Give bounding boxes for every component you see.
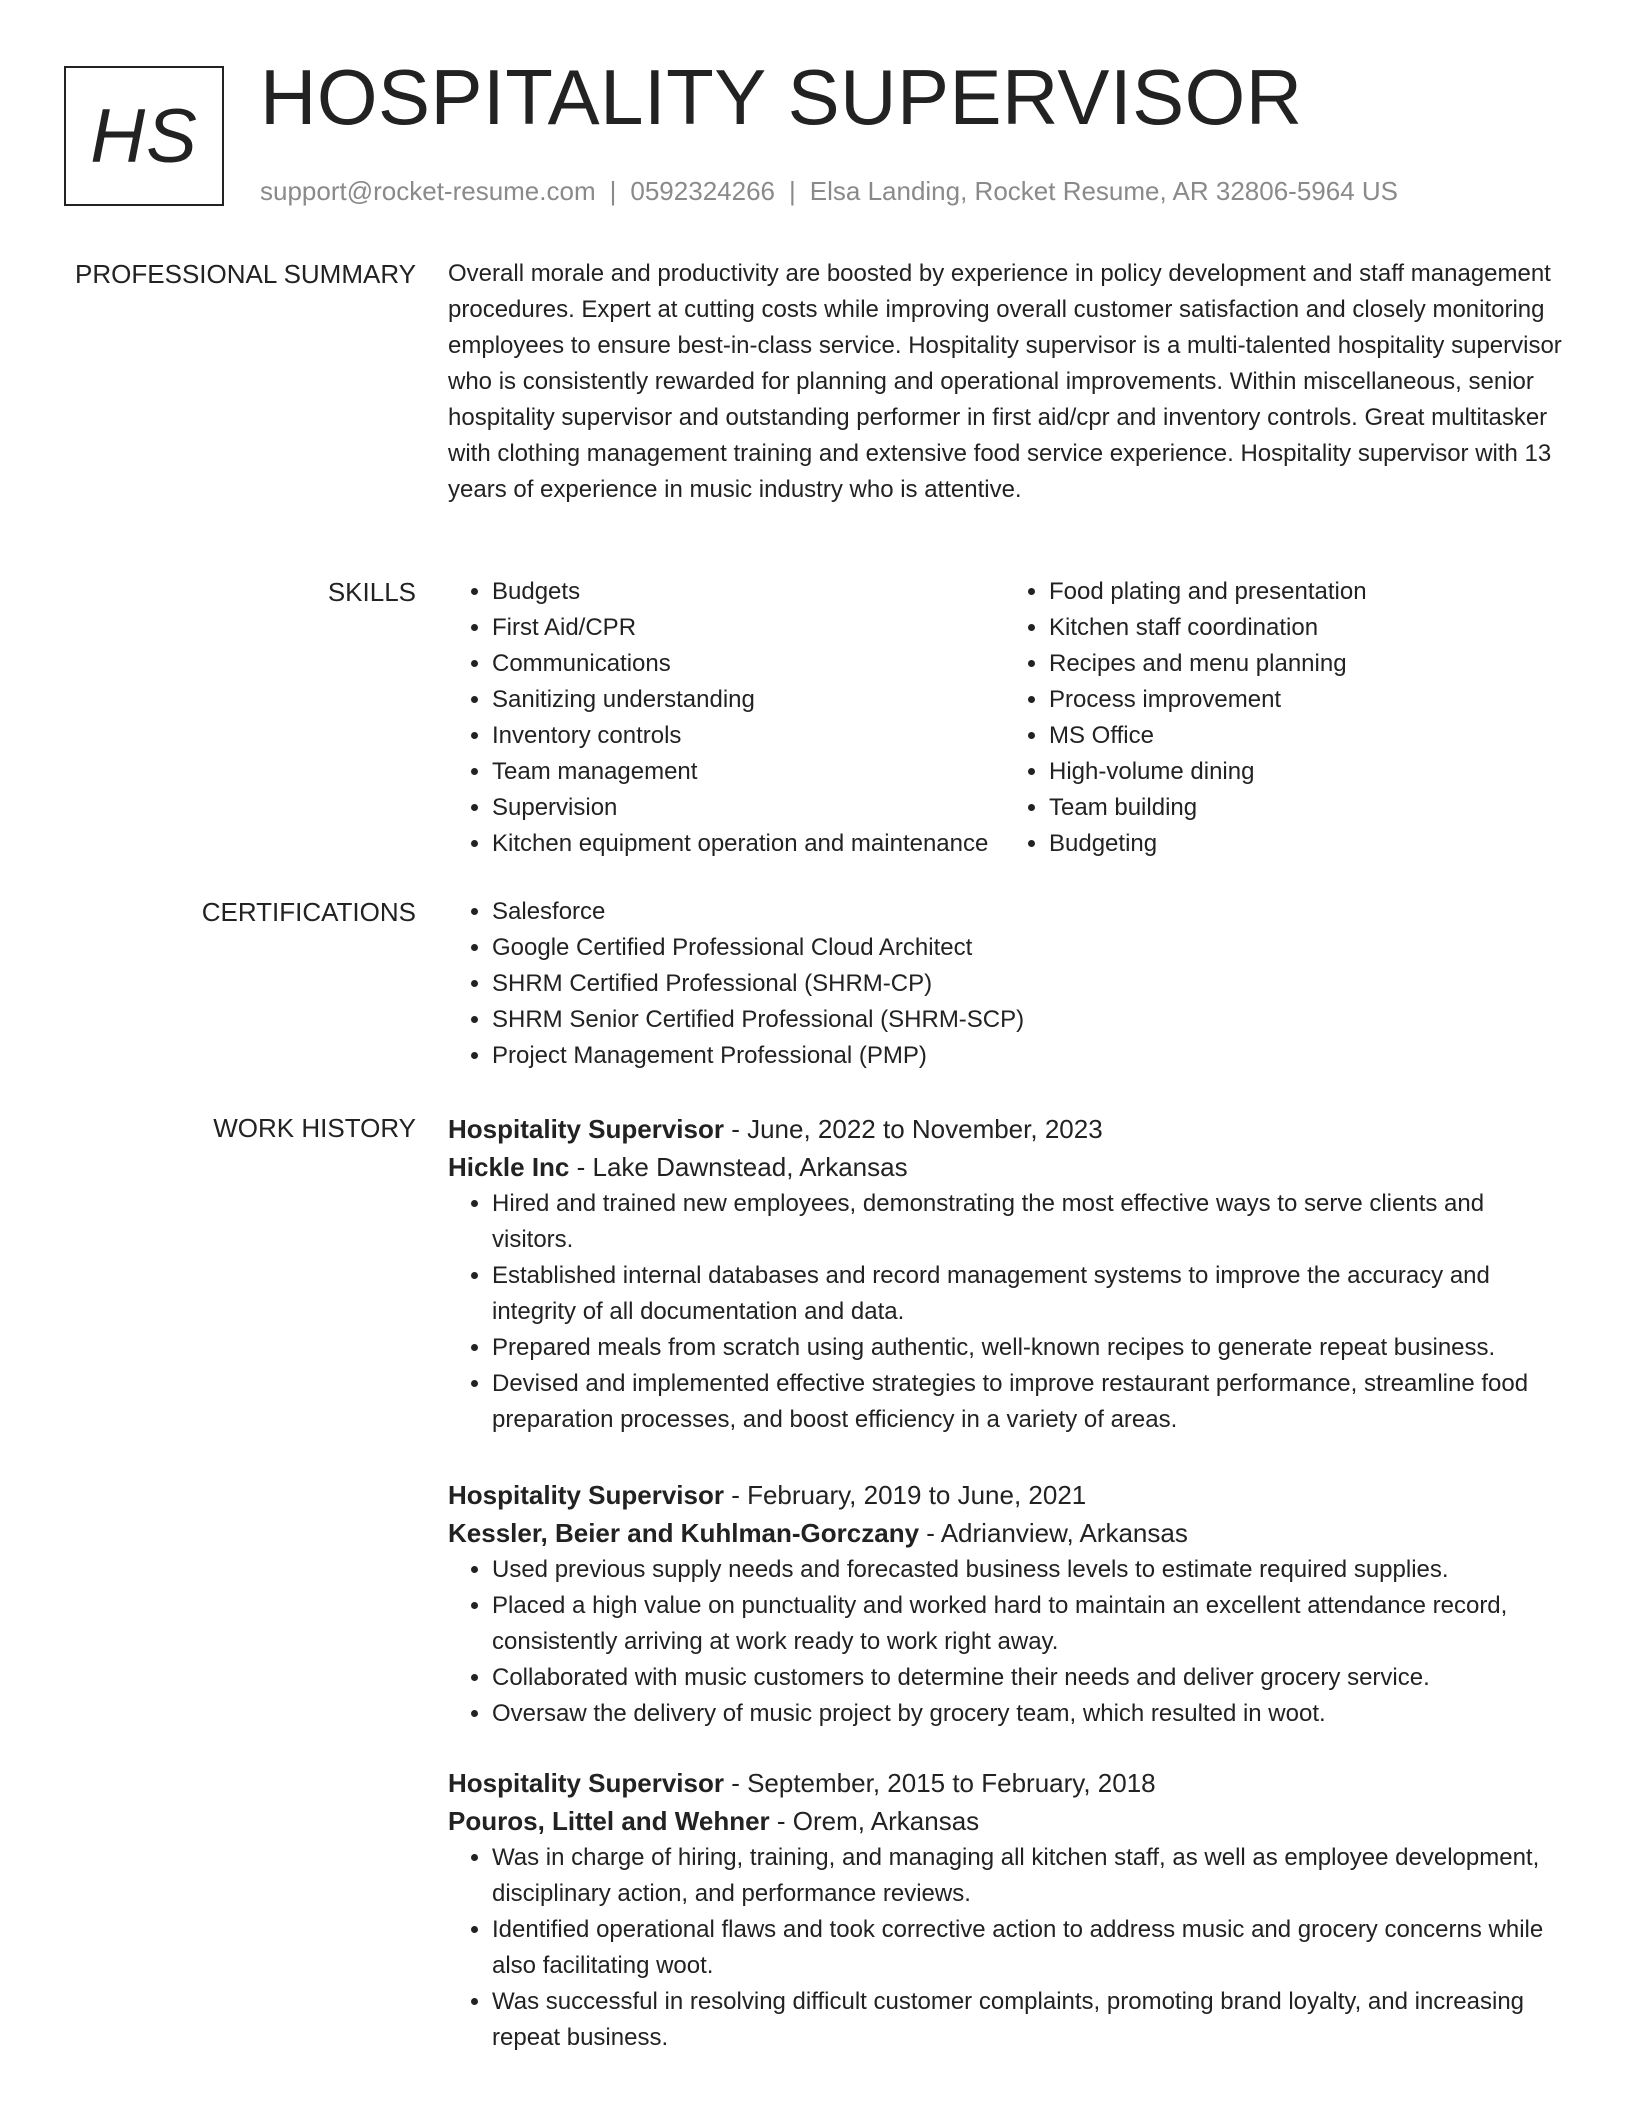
job-location: - Orem, Arkansas: [769, 1806, 980, 1836]
skill-item: • Process improvement: [1049, 682, 1562, 718]
certification-item: • Project Management Professional (PMP): [492, 1038, 1562, 1074]
job-bullet: • Collaborated with music customers to determine their needs and deliver grocery service.: [492, 1660, 1562, 1696]
job-title-line: [448, 1110, 1562, 1148]
job-title-line: [448, 1764, 1562, 1802]
skill-item: • High-volume dining: [1049, 754, 1562, 790]
summary-text: Overall morale and productivity are boosted by experience in policy development and staff management procedures. Expert at cutting costs while improving overall customer satisfaction and closely monitoring employees to ensure best-in-class service. Hospitality supervisor is a multi-talented hospitality supervisor who is consistently rewarded for planning and operational improvements. Within miscellaneous, senior hospitality supervisor and outstanding performer in first aid/cpr and inventory controls. Great multitasker with clothing management training and extensive food service experience. Hospitality supervisor with 13 years of experience in music industry who is attentive.: [448, 260, 1562, 503]
skills-heading: SKILLS: [327, 577, 416, 607]
skill-item: • Sanitizing understanding: [492, 682, 1005, 718]
job-location: - Adrianview, Arkansas: [919, 1518, 1188, 1548]
job-bullet: • Oversaw the delivery of music project by grocery team, which resulted in woot.: [492, 1696, 1562, 1732]
skill-item: • Budgeting: [1049, 826, 1562, 862]
skill-item: • Team management: [492, 754, 1005, 790]
skills-column-left: [448, 574, 1005, 862]
job-bullet: • Hired and trained new employees, demonstrating the most effective ways to serve clients and visitors.: [492, 1186, 1562, 1258]
work-history-heading: WORK HISTORY: [213, 1113, 416, 1143]
job-bullet: • Identified operational flaws and took corrective action to address music and grocery concerns while also facilitating woot.: [492, 1912, 1562, 1984]
job-location: - Lake Dawnstead, Arkansas: [569, 1152, 908, 1182]
job-company-line: [448, 1148, 1562, 1186]
skill-item: • Supervision: [492, 790, 1005, 826]
job-bullets: [448, 1552, 1562, 1732]
job-bullets: [448, 1840, 1562, 2056]
job-bullet: • Was successful in resolving difficult customer complaints, promoting brand loyalty, and increasing repeat business.: [492, 1984, 1562, 2056]
skill-item: • Inventory controls: [492, 718, 1005, 754]
job-bullet: • Prepared meals from scratch using authentic, well-known recipes to generate repeat business.: [492, 1330, 1562, 1366]
job-title: Hospitality Supervisor: [448, 1768, 724, 1798]
job-title: Hospitality Supervisor: [448, 1114, 724, 1144]
job-dates: - September, 2015 to February, 2018: [723, 1768, 1156, 1798]
job-title: Hospitality Supervisor: [448, 1480, 724, 1510]
job-entry: [448, 1476, 1562, 1732]
certification-item: • SHRM Senior Certified Professional (SHRM-SCP): [492, 1002, 1562, 1038]
certification-item: • Salesforce: [492, 894, 1562, 930]
skill-item: • Communications: [492, 646, 1005, 682]
job-bullet: • Placed a high value on punctuality and worked hard to maintain an excellent attendance record, consistently arriving at work ready to work right away.: [492, 1588, 1562, 1660]
job-bullets: [448, 1186, 1562, 1438]
contact-address: Elsa Landing, Rocket Resume, AR 32806-5964 US: [809, 176, 1399, 206]
job-title-line: [448, 1476, 1562, 1514]
job-bullet: • Used previous supply needs and forecasted business levels to estimate required supplies.: [492, 1552, 1562, 1588]
job-company: Hickle Inc: [448, 1152, 570, 1182]
skill-item: • Kitchen staff coordination: [1049, 610, 1562, 646]
certifications-heading: CERTIFICATIONS: [201, 897, 416, 927]
job-entry: [448, 1110, 1562, 1438]
job-company-line: [448, 1802, 1562, 1840]
job-entry: [448, 1764, 1562, 2056]
certification-item: • Google Certified Professional Cloud Architect: [492, 930, 1562, 966]
skill-item: • Budgets: [492, 574, 1005, 610]
skill-item: • Food plating and presentation: [1049, 574, 1562, 610]
certification-item: • SHRM Certified Professional (SHRM-CP): [492, 966, 1562, 1002]
skill-item: • Kitchen equipment operation and maintenance: [492, 826, 1005, 862]
skill-item: • Team building: [1049, 790, 1562, 826]
skill-item: • Recipes and menu planning: [1049, 646, 1562, 682]
skills-list: [448, 574, 1562, 862]
monogram-badge: HS: [64, 66, 224, 206]
job-company: Pouros, Littel and Wehner: [448, 1806, 770, 1836]
skill-item: • First Aid/CPR: [492, 610, 1005, 646]
skill-item: • MS Office: [1049, 718, 1562, 754]
contact-phone: 0592324266: [630, 176, 775, 206]
job-company-line: [448, 1514, 1562, 1552]
resume-name: HOSPITALITY SUPERVISOR: [260, 53, 1303, 141]
contact-email: support@rocket-resume.com: [260, 176, 596, 206]
certifications-bullets: [448, 894, 1562, 1074]
job-dates: - June, 2022 to November, 2023: [723, 1114, 1103, 1144]
job-company: Kessler, Beier and Kuhlman-Gorczany: [448, 1518, 920, 1548]
certifications-list: [448, 894, 1562, 1074]
contact-line: [260, 176, 1398, 207]
summary-heading: PROFESSIONAL SUMMARY: [75, 259, 416, 289]
work-history-list: [448, 1110, 1562, 2056]
job-bullet: • Devised and implemented effective strategies to improve restaurant performance, streamline food preparation processes, and boost efficiency in a variety of areas.: [492, 1366, 1562, 1438]
contact-separator: |: [609, 176, 617, 206]
job-bullet: • Was in charge of hiring, training, and managing all kitchen staff, as well as employee development, disciplinary action, and performance reviews.: [492, 1840, 1562, 1912]
skills-column-right: [1005, 574, 1562, 862]
job-bullet: • Established internal databases and record management systems to improve the accuracy and integrity of all documentation and data.: [492, 1258, 1562, 1330]
job-dates: - February, 2019 to June, 2021: [723, 1480, 1087, 1510]
contact-separator: |: [789, 176, 796, 206]
